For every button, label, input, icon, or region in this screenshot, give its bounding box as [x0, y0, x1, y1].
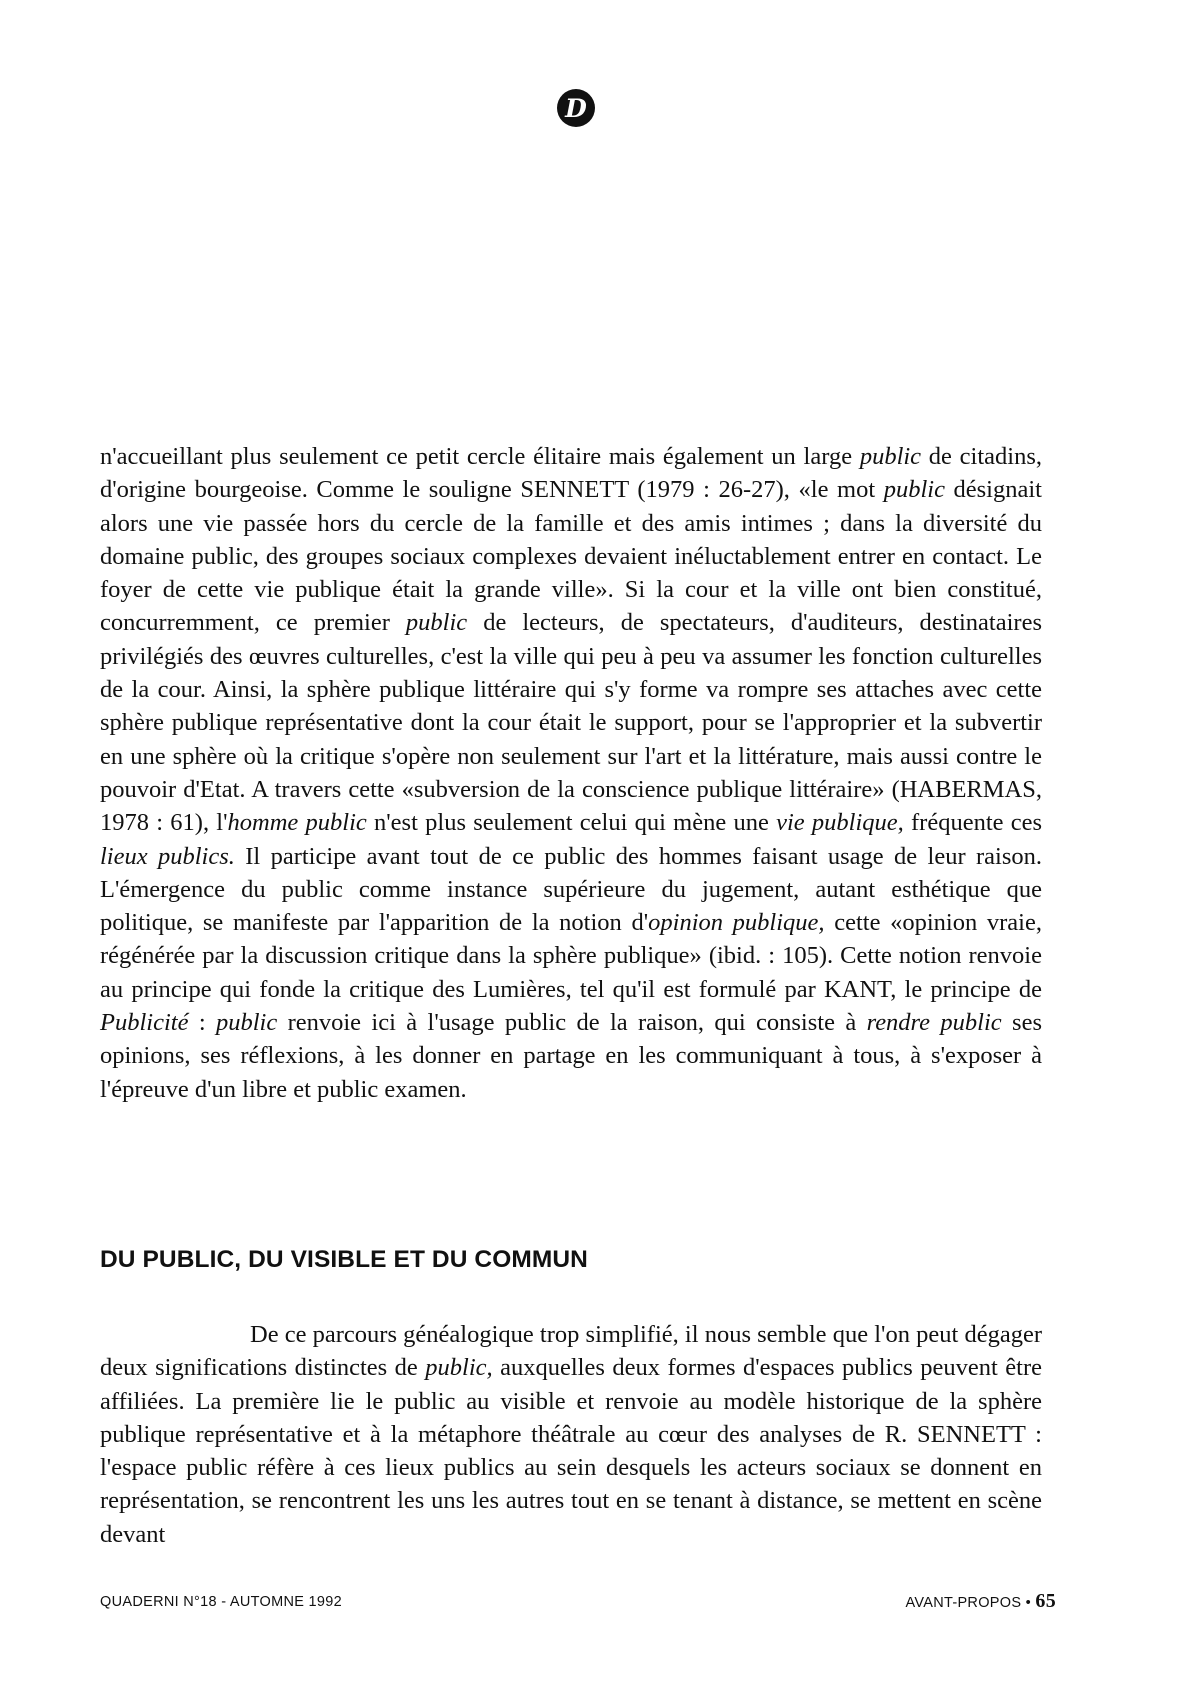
text-run: de lecteurs, de spectateurs, d'auditeurs, destinataires privilégiés des œuvres culturelles, c'est la ville qui peu à peu va assumer les fonction culturelles de la cour. Ainsi, la sphère publique littéraire qui s'y forme va rompre ses attaches avec cette sphère publique représentative dont la cour était le support, pour se l'approprier et la subvertir en une sphère où la critique s'opère non seulement sur l'art et la littérature, mais aussi contre le pouvoir d'Etat. A travers cette «subversion de la conscience publique littéraire» (HABERMAS, 1978 : 61), l': [100, 609, 1042, 837]
emphasis-run: Publicité: [100, 1009, 189, 1037]
text-run: auxquelles deux formes d'espaces publics peuvent être affiliées. La première lie le public au visible et renvoie au modèle historique de la sphère publique représentative et à la métaphore théâtrale au cœur des analyses de R. SENNETT : l'espace public réfère à ces lieux publics au sein desquels les acteurs sociaux se donnent en représentation, se rencontrent les uns les autres tout en se tenant à distance, se mettent en scène devant: [100, 1354, 1043, 1548]
emphasis-run: public: [215, 1009, 278, 1037]
text-run: n'accueillant plus seulement ce petit cercle élitaire mais également un large: [100, 443, 860, 470]
footer-separator: •: [1025, 1595, 1032, 1611]
footer-section-label: AVANT-PROPOS: [905, 1595, 1022, 1611]
emphasis-run: public,: [425, 1354, 493, 1382]
body-paragraph-1: [100, 440, 1042, 1106]
text-run: désignait alors une vie passée hors du cercle de la famille et des amis intimes ; dans la diversité du domaine public, des groupes sociaux complexes devaient inéluctablement entrer en contact. Le foyer de cette vie publique était la grande ville». Si la cour et la ville ont bien constitué, concurremment, ce premier: [100, 476, 1042, 637]
text-run: n'est plus seulement celui qui mène une: [366, 809, 777, 837]
emphasis-run: opinion publique,: [648, 909, 825, 937]
text-run: renvoie ici à l'usage public de la raison, qui consiste à: [277, 1009, 867, 1037]
emphasis-run: public: [859, 443, 922, 470]
emphasis-run: homme public: [227, 809, 367, 837]
page-number: 65: [1035, 1590, 1056, 1612]
section-heading: DU PUBLIC, DU VISIBLE ET DU COMMUN: [100, 1246, 588, 1273]
emphasis-run: vie publique,: [776, 809, 904, 837]
footer-journal-info: QUADERNI N°18 - AUTOMNE 1992: [100, 1594, 342, 1610]
emphasis-run: lieux publics.: [100, 842, 235, 870]
text-run: cette «opinion vraie, régénérée par la discussion critique dans la sphère publique» (ibid. : 105). Cette notion renvoie au principe qui fonde la critique des Lumières, tel qu'il est formulé par KANT, le principe de: [100, 909, 1042, 1003]
emphasis-run: rendre public: [866, 1009, 1002, 1037]
text-run: :: [188, 1009, 216, 1037]
emphasis-run: public: [883, 476, 945, 504]
text-run: De ce parcours généalogique trop simplifié, il nous semble que l'on peut dégager deux significations distinctes de: [100, 1321, 1042, 1382]
footer-section-page: [905, 1590, 1056, 1613]
emphasis-run: public: [405, 609, 468, 637]
text-run: de citadins, d'origine bourgeoise. Comme le souligne SENNETT (1979 : 26-27), «le mot: [100, 443, 1042, 504]
text-run: fréquente ces: [903, 809, 1043, 837]
text-run: ses opinions, ses réflexions, à les donner en partage en les communiquant à tous, à s'exposer à l'épreuve d'un libre et public examen.: [100, 1009, 1042, 1103]
journal-logo: [557, 89, 595, 127]
logo-letter: D: [565, 93, 587, 123]
body-paragraph-2: [100, 1318, 1042, 1551]
text-run: Il participe avant tout de ce public des hommes faisant usage de leur raison. L'émergence du public comme instance supérieure du jugement, autant esthétique que politique, se manifeste par l'apparition de la notion d': [100, 842, 1042, 937]
